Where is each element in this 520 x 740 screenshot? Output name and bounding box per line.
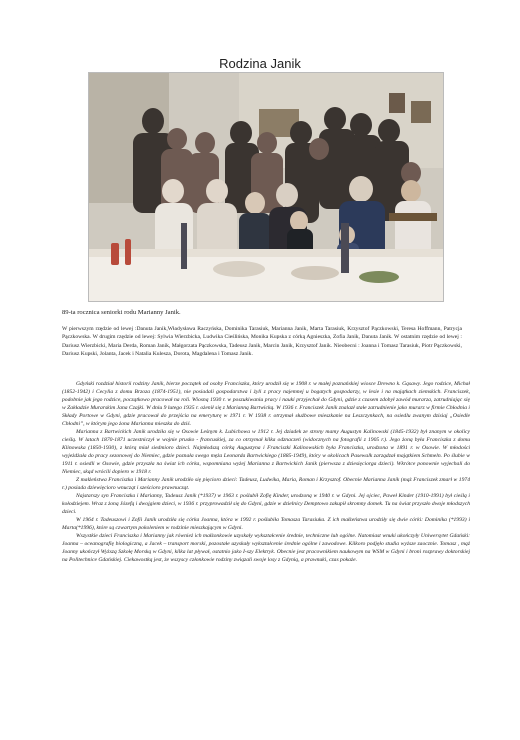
history-paragraph: Z małżeństwa Franciszka i Marianny Janik urodziło się pięcioro dzieci: Tadeusz, Ludwika, Maria, Roman i Krzysztof. Obecnie Marianna Janik (mąż Franciszek zmarł w 1974 r.) posiada dziewięcioro wnucząt i sześcioro prawnucząt. <box>62 477 470 491</box>
history-paragraph: Gdyński rozdział historii rodziny Janik, bierze początek od osoby Franciszka, który urodził się w 1908 r. w małej poznańskiej wiosce Drewno k. Gąsawy. Jego rodzice, Michał (1852-1942) i Cecylia z domu Brzoza (1874-1951), nie posiadali gospodarstwa i żyli z pracy najemnej u bogatych gospodarzy, w lesie i na majątkach ziemskich. Franciszek, podobnie jak jego rodzice, początkowo pracował na roli. Wiosną 1930 r. w poszukiwaniu pracy i nauki przyjechał do Gdyni, gdzie z czasem zdobył zawód murarza, zatrudniając się w Zakładzie Murarskim Jana Czajki. W dniu 9 lutego 1935 r. ożenił się z Marianną Bartwicką. W 1936 r. Franciszek Janik znalazł stałe zatrudnienie jako murarz w firmie Chłodnia i Składy Portowe w Gdyni, gdzie pracował do przejścia na emeryturę w 1971 r. W 1938 r. otrzymał służbowe mieszkanie na Leszczynkach, na osiedlu zwanym dzisiaj „Osiedle Chłodni”, w którym jego żona Marianna mieszka do dziś. <box>62 381 470 427</box>
history-paragraph: Wszystkie dzieci Franciszka i Marianny jak również ich małżonkowie uzyskały wykształcenie średnie, techniczne lub ogólne. Natomiast wnuki ukończyły Uniwersytet Gdański: Joanna – oceanografię biologiczną, a Jacek – transport morski, pozostałe uzyskały wykształcenie średnie ogólne i zawodowe. Kilkoro podjęło studia wyższe zaocznie. Tomasz , mąż Joanny ukończył Wyższą Szkołę Morską w Gdyni, kilka lat pływał, ostatnio jako I-szy Elektryk. Obecnie jest pracownikiem naukowym na WSM w Gdyni i broni rozprawy doktorskiej na Politechnice Gdańskiej. Ciekawostką jest, że wszyscy członkowie rodziny związali swoje losy z Gdynią, a prawnuki, czas pokaże. <box>62 533 470 563</box>
family-photo <box>88 72 444 302</box>
page-title: Rodzina Janik <box>219 56 301 71</box>
photo-caption: 89-ta rocznica seniorki rodu Marianny Janik. <box>62 309 181 316</box>
history-paragraph: W 1964 r. Tadeuszowi i Zofii Janik urodziła się córka Joanna, która w 1992 r. poślubiła Tomasza Tarasiuka. Z ich małżeństwa urodziły się dwie córki: Dominika (*1993) i Marta(*1996), które są czwartym pokoleniem w rodzinie mieszkającym w Gdyni. <box>62 517 470 531</box>
history-text <box>62 380 470 564</box>
family-photo-image <box>89 73 443 301</box>
history-paragraph: Najstarszy syn Franciszka i Marianny, Tadeusz Janik (*1937) w 1963 r. poślubił Zofię Kinder, urodzoną w 1940 r. w Gdyni. Jej ojciec, Paweł Kinder (1910-1991) był cieślą i kołodziejem. Wraz z żoną Józefą i dwojgiem dzieci, w 1936 r. przyprowadził się do Gdyni, gdzie w dzielnicy Demptowo zakupił skromny domek. Tu na świat przyszło dwoje młodszych dzieci. <box>62 493 470 515</box>
history-paragraph: Marianna z Bartwickich Janik urodziła się w Osowie Leśnym k. Lubichowa w 1912 r. Jej dziadek ze strony mamy Augustyn Kalinowski (1845-1932) był znanym w okolicy cieślą. W latach 1870-1871 uczestniczył w wojnie prusko - francuskiej, za co otrzymał kilka odznaczeń (widocznych na fotografii z 1905 r.). Jego żoną była Franciszka z domu Klinowska (1850-1930), z którą miał siedmioro dzieci. Najmłodszą córką Augustyna i Franciszki Kalinowskich była Franciszka, urodzona w 1891 r. w Osowie. W młodości wyjeżdżała do pracy sezonowej do Niemiec, gdzie poznała swego męża Leonarda Bartwickiego (1885-1949), który w okolicach Pasewalk zarządzał majątkiem Schmeln. Po ślubie w 1911 r. osiedli w Osowie, gdzie przyszła na świat ich córka, wspomniana wyżej Marianna z Bartwickich Janik (pierwsza z dziesięciorga dzieci). Wkrótce ponownie wyjechali do Niemiec, skąd wrócili dopiero w 1918 r. <box>62 429 470 475</box>
names-paragraph: W pierwszym rzędzie od lewej :Danuta Janik,Władysława Raczyńska, Dominika Tarasiuk, Marianna Janik, Marta Tarasiuk, Krzysztof Pączkowski, Teresa Hoffmann, Patrycja Pączkowska. W drugim rzędzie od lewej: Sylwia Wierzbicka, Ludwika Cieślińska, Monika Kupska z córką Agnieszka, Zofia Janik, Danuta Janik. W ostatnim rzędzie od lewej : Dariusz Wierzbicki, Maria Derda, Roman Janik, Małgorzata Pączkowska, Tadeusz Janik, Marcin Janik, Krzysztof Janik. Nieobecni : Joanna i Tomasz Tarasiuk, Piotr Pączkowski, Dariusz Kupski, Jolanta, Jacek i Natalia Kulesza, Dorota, Magdalena i Tomasz Janik. <box>62 326 462 357</box>
